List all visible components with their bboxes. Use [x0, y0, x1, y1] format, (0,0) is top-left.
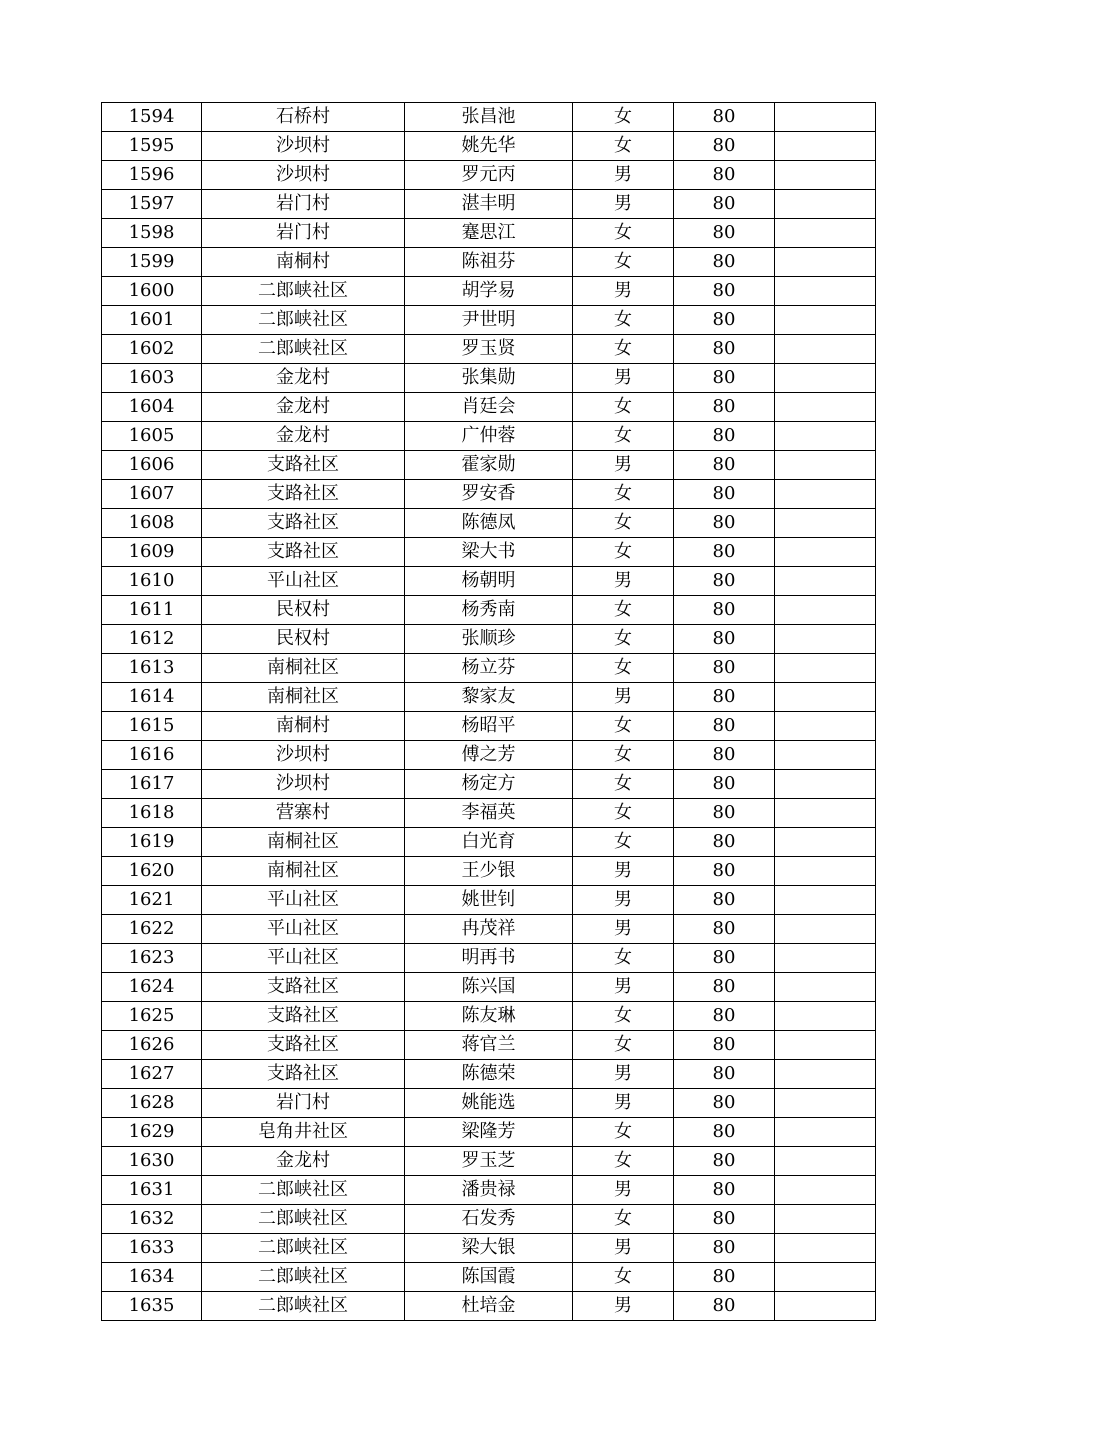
community-cell: 沙坝村: [202, 161, 405, 190]
table-row: [102, 335, 876, 364]
index-cell: 1595: [102, 132, 202, 161]
note-cell: [775, 364, 876, 393]
table-row: [102, 741, 876, 770]
community-cell: 南桐社区: [202, 683, 405, 712]
community-cell: 二郎峡社区: [202, 277, 405, 306]
age-cell: 80: [674, 1089, 775, 1118]
gender-cell: 男: [573, 364, 674, 393]
gender-cell: 男: [573, 190, 674, 219]
name-cell: 杨定方: [405, 770, 573, 799]
age-cell: 80: [674, 538, 775, 567]
community-cell: 南桐村: [202, 712, 405, 741]
table-row: [102, 277, 876, 306]
age-cell: 80: [674, 1147, 775, 1176]
name-cell: 杨立芬: [405, 654, 573, 683]
note-cell: [775, 1176, 876, 1205]
gender-cell: 男: [573, 1234, 674, 1263]
note-cell: [775, 538, 876, 567]
note-cell: [775, 248, 876, 277]
name-cell: 罗玉芝: [405, 1147, 573, 1176]
age-cell: 80: [674, 393, 775, 422]
index-cell: 1613: [102, 654, 202, 683]
community-cell: 平山社区: [202, 886, 405, 915]
index-cell: 1598: [102, 219, 202, 248]
community-cell: 支路社区: [202, 538, 405, 567]
index-cell: 1630: [102, 1147, 202, 1176]
table-row: [102, 683, 876, 712]
community-cell: 支路社区: [202, 509, 405, 538]
index-cell: 1601: [102, 306, 202, 335]
gender-cell: 男: [573, 886, 674, 915]
age-cell: 80: [674, 219, 775, 248]
name-cell: 梁隆芳: [405, 1118, 573, 1147]
gender-cell: 女: [573, 770, 674, 799]
note-cell: [775, 1002, 876, 1031]
index-cell: 1627: [102, 1060, 202, 1089]
table-row: [102, 944, 876, 973]
age-cell: 80: [674, 973, 775, 1002]
age-cell: 80: [674, 451, 775, 480]
note-cell: [775, 886, 876, 915]
index-cell: 1597: [102, 190, 202, 219]
age-cell: 80: [674, 306, 775, 335]
name-cell: 杜培金: [405, 1292, 573, 1321]
note-cell: [775, 509, 876, 538]
table-row: [102, 1205, 876, 1234]
note-cell: [775, 567, 876, 596]
note-cell: [775, 1118, 876, 1147]
note-cell: [775, 712, 876, 741]
name-cell: 张昌池: [405, 103, 573, 132]
index-cell: 1602: [102, 335, 202, 364]
table-row: [102, 1263, 876, 1292]
age-cell: 80: [674, 1292, 775, 1321]
community-cell: 二郎峡社区: [202, 1263, 405, 1292]
note-cell: [775, 770, 876, 799]
note-cell: [775, 741, 876, 770]
record-table: [101, 102, 876, 1321]
gender-cell: 女: [573, 422, 674, 451]
index-cell: 1605: [102, 422, 202, 451]
age-cell: 80: [674, 161, 775, 190]
gender-cell: 女: [573, 132, 674, 161]
community-cell: 金龙村: [202, 364, 405, 393]
gender-cell: 女: [573, 538, 674, 567]
name-cell: 广仲蓉: [405, 422, 573, 451]
index-cell: 1634: [102, 1263, 202, 1292]
index-cell: 1621: [102, 886, 202, 915]
name-cell: 湛丰明: [405, 190, 573, 219]
name-cell: 黎家友: [405, 683, 573, 712]
name-cell: 白光育: [405, 828, 573, 857]
note-cell: [775, 596, 876, 625]
index-cell: 1609: [102, 538, 202, 567]
name-cell: 明再书: [405, 944, 573, 973]
age-cell: 80: [674, 654, 775, 683]
table-row: [102, 1176, 876, 1205]
table-row: [102, 480, 876, 509]
name-cell: 姚世钊: [405, 886, 573, 915]
name-cell: 陈德凤: [405, 509, 573, 538]
community-cell: 岩门村: [202, 1089, 405, 1118]
name-cell: 蒋官兰: [405, 1031, 573, 1060]
table-row: [102, 219, 876, 248]
index-cell: 1633: [102, 1234, 202, 1263]
name-cell: 傅之芳: [405, 741, 573, 770]
index-cell: 1618: [102, 799, 202, 828]
community-cell: 二郎峡社区: [202, 1234, 405, 1263]
community-cell: 岩门村: [202, 219, 405, 248]
name-cell: 陈德荣: [405, 1060, 573, 1089]
name-cell: 张集勋: [405, 364, 573, 393]
gender-cell: 女: [573, 828, 674, 857]
index-cell: 1625: [102, 1002, 202, 1031]
table-row: [102, 654, 876, 683]
index-cell: 1596: [102, 161, 202, 190]
gender-cell: 男: [573, 161, 674, 190]
table-row: [102, 596, 876, 625]
gender-cell: 女: [573, 741, 674, 770]
community-cell: 营寨村: [202, 799, 405, 828]
age-cell: 80: [674, 567, 775, 596]
community-cell: 平山社区: [202, 567, 405, 596]
note-cell: [775, 857, 876, 886]
community-cell: 南桐社区: [202, 857, 405, 886]
name-cell: 尹世明: [405, 306, 573, 335]
index-cell: 1608: [102, 509, 202, 538]
index-cell: 1617: [102, 770, 202, 799]
table-row: [102, 451, 876, 480]
community-cell: 金龙村: [202, 422, 405, 451]
gender-cell: 男: [573, 1292, 674, 1321]
gender-cell: 女: [573, 1002, 674, 1031]
name-cell: 杨朝明: [405, 567, 573, 596]
gender-cell: 女: [573, 654, 674, 683]
age-cell: 80: [674, 1176, 775, 1205]
name-cell: 罗元丙: [405, 161, 573, 190]
table-row: [102, 422, 876, 451]
table-row: [102, 886, 876, 915]
community-cell: 支路社区: [202, 480, 405, 509]
name-cell: 胡学易: [405, 277, 573, 306]
community-cell: 金龙村: [202, 1147, 405, 1176]
index-cell: 1623: [102, 944, 202, 973]
age-cell: 80: [674, 625, 775, 654]
age-cell: 80: [674, 277, 775, 306]
name-cell: 潘贵禄: [405, 1176, 573, 1205]
gender-cell: 女: [573, 1118, 674, 1147]
table-row: [102, 509, 876, 538]
index-cell: 1599: [102, 248, 202, 277]
table-row: [102, 538, 876, 567]
note-cell: [775, 1031, 876, 1060]
name-cell: 李福英: [405, 799, 573, 828]
gender-cell: 男: [573, 973, 674, 1002]
gender-cell: 女: [573, 335, 674, 364]
name-cell: 梁大书: [405, 538, 573, 567]
index-cell: 1611: [102, 596, 202, 625]
note-cell: [775, 1089, 876, 1118]
community-cell: 二郎峡社区: [202, 306, 405, 335]
table-row: [102, 1089, 876, 1118]
table-row: [102, 132, 876, 161]
table-row: [102, 857, 876, 886]
gender-cell: 女: [573, 480, 674, 509]
gender-cell: 女: [573, 1205, 674, 1234]
gender-cell: 女: [573, 248, 674, 277]
age-cell: 80: [674, 886, 775, 915]
age-cell: 80: [674, 364, 775, 393]
age-cell: 80: [674, 1118, 775, 1147]
index-cell: 1604: [102, 393, 202, 422]
name-cell: 石发秀: [405, 1205, 573, 1234]
community-cell: 民权村: [202, 625, 405, 654]
note-cell: [775, 161, 876, 190]
age-cell: 80: [674, 712, 775, 741]
name-cell: 罗安香: [405, 480, 573, 509]
name-cell: 肖廷会: [405, 393, 573, 422]
index-cell: 1606: [102, 451, 202, 480]
index-cell: 1610: [102, 567, 202, 596]
gender-cell: 女: [573, 1147, 674, 1176]
gender-cell: 女: [573, 944, 674, 973]
community-cell: 支路社区: [202, 451, 405, 480]
community-cell: 二郎峡社区: [202, 335, 405, 364]
table-row: [102, 364, 876, 393]
index-cell: 1626: [102, 1031, 202, 1060]
age-cell: 80: [674, 132, 775, 161]
community-cell: 岩门村: [202, 190, 405, 219]
table-row: [102, 828, 876, 857]
name-cell: 王少银: [405, 857, 573, 886]
table-row: [102, 1147, 876, 1176]
community-cell: 平山社区: [202, 915, 405, 944]
name-cell: 陈兴国: [405, 973, 573, 1002]
note-cell: [775, 277, 876, 306]
age-cell: 80: [674, 1002, 775, 1031]
age-cell: 80: [674, 1205, 775, 1234]
gender-cell: 男: [573, 683, 674, 712]
community-cell: 二郎峡社区: [202, 1176, 405, 1205]
name-cell: 姚能选: [405, 1089, 573, 1118]
age-cell: 80: [674, 915, 775, 944]
note-cell: [775, 219, 876, 248]
name-cell: 陈祖芬: [405, 248, 573, 277]
age-cell: 80: [674, 770, 775, 799]
table-row: [102, 1002, 876, 1031]
age-cell: 80: [674, 335, 775, 364]
name-cell: 霍家勋: [405, 451, 573, 480]
gender-cell: 男: [573, 1089, 674, 1118]
note-cell: [775, 944, 876, 973]
age-cell: 80: [674, 828, 775, 857]
community-cell: 南桐村: [202, 248, 405, 277]
record-table-body: [102, 103, 876, 1321]
note-cell: [775, 915, 876, 944]
table-row: [102, 1292, 876, 1321]
note-cell: [775, 132, 876, 161]
note-cell: [775, 306, 876, 335]
gender-cell: 男: [573, 857, 674, 886]
table-row: [102, 248, 876, 277]
index-cell: 1616: [102, 741, 202, 770]
note-cell: [775, 422, 876, 451]
community-cell: 支路社区: [202, 973, 405, 1002]
table-row: [102, 393, 876, 422]
community-cell: 沙坝村: [202, 770, 405, 799]
community-cell: 民权村: [202, 596, 405, 625]
age-cell: 80: [674, 422, 775, 451]
community-cell: 南桐社区: [202, 654, 405, 683]
note-cell: [775, 190, 876, 219]
gender-cell: 男: [573, 277, 674, 306]
community-cell: 石桥村: [202, 103, 405, 132]
table-row: [102, 1060, 876, 1089]
gender-cell: 男: [573, 567, 674, 596]
age-cell: 80: [674, 480, 775, 509]
gender-cell: 女: [573, 712, 674, 741]
gender-cell: 男: [573, 1060, 674, 1089]
note-cell: [775, 1234, 876, 1263]
name-cell: 姚先华: [405, 132, 573, 161]
note-cell: [775, 335, 876, 364]
age-cell: 80: [674, 1060, 775, 1089]
community-cell: 二郎峡社区: [202, 1205, 405, 1234]
note-cell: [775, 1205, 876, 1234]
age-cell: 80: [674, 944, 775, 973]
index-cell: 1603: [102, 364, 202, 393]
note-cell: [775, 828, 876, 857]
note-cell: [775, 451, 876, 480]
note-cell: [775, 625, 876, 654]
table-row: [102, 103, 876, 132]
age-cell: 80: [674, 799, 775, 828]
table-row: [102, 161, 876, 190]
table-row: [102, 1118, 876, 1147]
gender-cell: 女: [573, 306, 674, 335]
age-cell: 80: [674, 741, 775, 770]
note-cell: [775, 1292, 876, 1321]
table-row: [102, 1031, 876, 1060]
community-cell: 皂角井社区: [202, 1118, 405, 1147]
community-cell: 平山社区: [202, 944, 405, 973]
index-cell: 1600: [102, 277, 202, 306]
table-row: [102, 1234, 876, 1263]
note-cell: [775, 1060, 876, 1089]
table-row: [102, 625, 876, 654]
gender-cell: 女: [573, 1263, 674, 1292]
name-cell: 梁大银: [405, 1234, 573, 1263]
note-cell: [775, 393, 876, 422]
index-cell: 1612: [102, 625, 202, 654]
gender-cell: 女: [573, 596, 674, 625]
community-cell: 支路社区: [202, 1031, 405, 1060]
community-cell: 沙坝村: [202, 132, 405, 161]
name-cell: 杨秀南: [405, 596, 573, 625]
name-cell: 张顺珍: [405, 625, 573, 654]
gender-cell: 女: [573, 799, 674, 828]
age-cell: 80: [674, 509, 775, 538]
table-row: [102, 712, 876, 741]
index-cell: 1631: [102, 1176, 202, 1205]
index-cell: 1607: [102, 480, 202, 509]
table-row: [102, 190, 876, 219]
community-cell: 南桐社区: [202, 828, 405, 857]
gender-cell: 男: [573, 1176, 674, 1205]
gender-cell: 女: [573, 219, 674, 248]
name-cell: 杨昭平: [405, 712, 573, 741]
note-cell: [775, 973, 876, 1002]
gender-cell: 男: [573, 451, 674, 480]
note-cell: [775, 480, 876, 509]
note-cell: [775, 1263, 876, 1292]
community-cell: 二郎峡社区: [202, 1292, 405, 1321]
gender-cell: 女: [573, 509, 674, 538]
gender-cell: 女: [573, 1031, 674, 1060]
index-cell: 1620: [102, 857, 202, 886]
table-row: [102, 770, 876, 799]
gender-cell: 女: [573, 103, 674, 132]
index-cell: 1628: [102, 1089, 202, 1118]
note-cell: [775, 683, 876, 712]
age-cell: 80: [674, 103, 775, 132]
name-cell: 陈友琳: [405, 1002, 573, 1031]
gender-cell: 女: [573, 393, 674, 422]
community-cell: 支路社区: [202, 1060, 405, 1089]
note-cell: [775, 1147, 876, 1176]
age-cell: 80: [674, 1031, 775, 1060]
name-cell: 冉茂祥: [405, 915, 573, 944]
age-cell: 80: [674, 248, 775, 277]
index-cell: 1622: [102, 915, 202, 944]
community-cell: 金龙村: [202, 393, 405, 422]
table-row: [102, 973, 876, 1002]
table-row: [102, 915, 876, 944]
note-cell: [775, 103, 876, 132]
table-row: [102, 799, 876, 828]
age-cell: 80: [674, 1263, 775, 1292]
age-cell: 80: [674, 596, 775, 625]
name-cell: 陈国霞: [405, 1263, 573, 1292]
index-cell: 1629: [102, 1118, 202, 1147]
index-cell: 1615: [102, 712, 202, 741]
gender-cell: 女: [573, 625, 674, 654]
age-cell: 80: [674, 1234, 775, 1263]
community-cell: 支路社区: [202, 1002, 405, 1031]
table-row: [102, 306, 876, 335]
name-cell: 蹇思江: [405, 219, 573, 248]
name-cell: 罗玉贤: [405, 335, 573, 364]
age-cell: 80: [674, 190, 775, 219]
note-cell: [775, 799, 876, 828]
community-cell: 沙坝村: [202, 741, 405, 770]
index-cell: 1614: [102, 683, 202, 712]
index-cell: 1619: [102, 828, 202, 857]
gender-cell: 男: [573, 915, 674, 944]
index-cell: 1632: [102, 1205, 202, 1234]
index-cell: 1624: [102, 973, 202, 1002]
note-cell: [775, 654, 876, 683]
table-row: [102, 567, 876, 596]
age-cell: 80: [674, 857, 775, 886]
index-cell: 1635: [102, 1292, 202, 1321]
index-cell: 1594: [102, 103, 202, 132]
age-cell: 80: [674, 683, 775, 712]
